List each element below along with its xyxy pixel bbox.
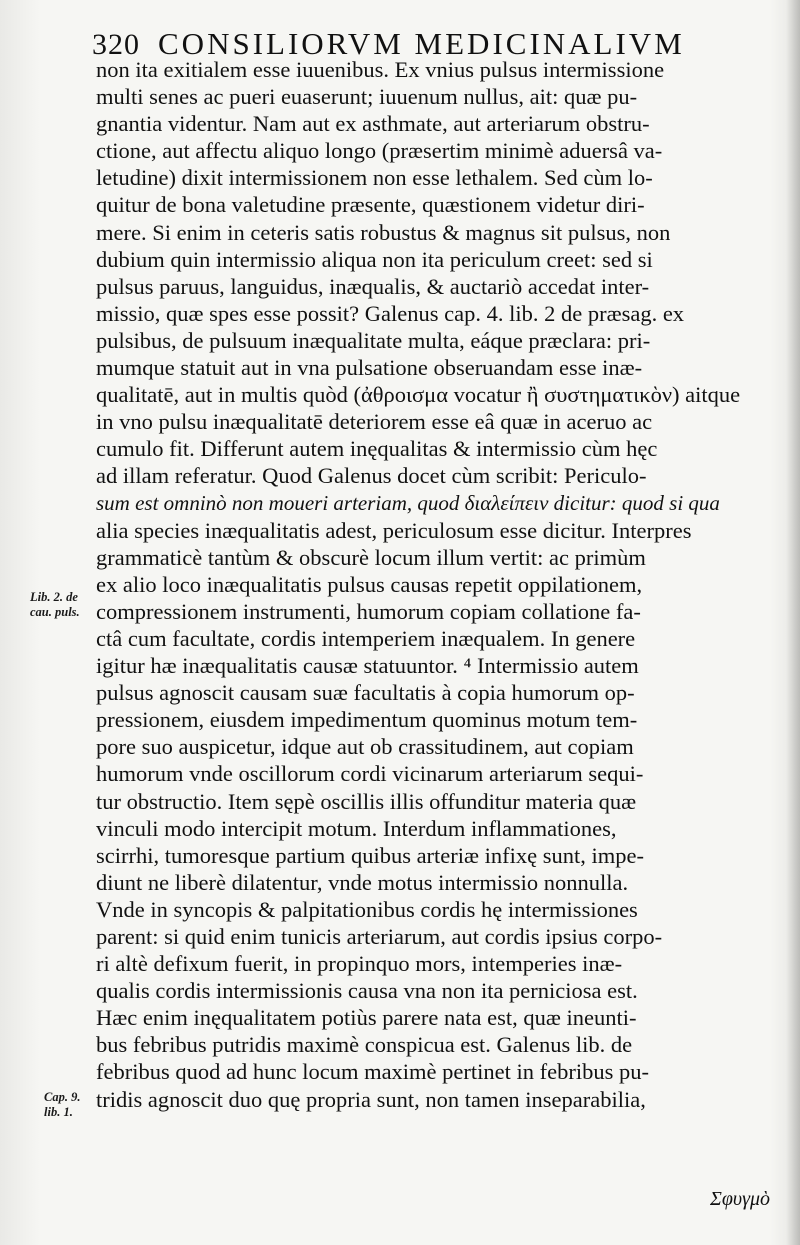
text-line: pulsibus, de pulsuum inæqualitate multa, eáque præclara: pri- xyxy=(96,327,651,353)
text-line: tur obstructio. Item sępè oscillis illis offunditur materia quæ xyxy=(96,788,637,814)
catchword: Σφυγμὸ xyxy=(709,1188,770,1210)
text-line: vinculi modo intercipit motum. Interdum inflammationes, xyxy=(96,815,617,841)
text-line: febribus quod ad hunc locum maximè pertinet in febribus pu- xyxy=(96,1059,649,1085)
text-line: ri altè defixum fuerit, in propinquo mors, intemperies inæ- xyxy=(96,951,623,977)
text-line: diunt ne liberè dilatentur, vnde motus intermissio nonnulla. xyxy=(96,869,629,895)
margin-note-line: Lib. 2. de xyxy=(30,590,78,604)
running-title: CONSILIORVM MEDICINALIVM xyxy=(158,26,685,61)
text-line: multi senes ac pueri euaserunt; iuuenum nullus, ait: quæ pu- xyxy=(96,84,638,110)
text-line: Vnde in syncopis & palpitationibus cordis hę intermissiones xyxy=(96,896,638,922)
text-line: mumque statuit aut in vna pulsatione obseruandam esse inæ- xyxy=(96,355,643,381)
text-line: pore suo auspicetur, idque aut ob crassitudinem, aut copiam xyxy=(96,734,634,760)
text-line: ctâ cum facultate, cordis intemperiem inæqualem. In genere xyxy=(96,625,636,651)
margin-note-lib2 xyxy=(30,590,80,620)
text-line: grammaticè tantùm & obscurè locum illum vertit: ac primùm xyxy=(96,544,646,570)
text-line: ex alio loco inæqualitatis pulsus causas repetit oppilationem, xyxy=(96,571,643,597)
text-line: non ita exitialem esse iuuenibus. Ex vnius pulsus intermissione xyxy=(96,57,665,82)
margin-note-cap9 xyxy=(44,1090,80,1120)
text-line: in vno pulsu inæqualitatē deteriorem esse eâ quæ in aceruo ac xyxy=(96,409,653,435)
margin-note-line: lib. 1. xyxy=(44,1105,73,1119)
text-line: cumulo fit. Differunt autem inęqualitas & intermissio cùm hęc xyxy=(96,436,658,462)
text-line: quitur de bona valetudine præsente, quæstionem videtur diri- xyxy=(96,192,645,218)
text-line: ad illam referatur. Quod Galenus docet cùm scribit: Periculo- xyxy=(96,463,647,489)
text-line: ctione, aut affectu aliquo longo (præsertim minimè aduersâ va- xyxy=(96,138,663,164)
text-line: letudine) dixit intermissionem non esse lethalem. Sed cùm lo- xyxy=(96,165,653,191)
text-line: tridis agnoscit duo quę propria sunt, non tamen inseparabilia, xyxy=(96,1086,646,1112)
text-line: dubium quin intermissio aliqua non ita periculum creet: sed si xyxy=(96,246,653,272)
text-line: mere. Si enim in ceteris satis robustus & magnus sit pulsus, non xyxy=(96,219,671,245)
text-line: pulsus agnoscit causam suæ facultatis à copia humorum op- xyxy=(96,680,635,706)
margin-note-line: Cap. 9. xyxy=(44,1090,81,1104)
text-line: parent: si quid enim tunicis arteriarum, aut cordis ipsius corpo- xyxy=(96,924,663,949)
text-line: pulsus paruus, languidus, inæqualis, & auctariò accedat inter- xyxy=(96,273,650,299)
page-edge-shadow xyxy=(786,0,800,1245)
text-line: sum est omninò non moueri arteriam, quod διαλείπειν dicitur: quod si qua xyxy=(96,490,720,515)
text-line: qualis cordis intermissionis causa vna non ita perniciosa est. xyxy=(96,978,638,1004)
text-line: alia species inæqualitatis adest, periculosum esse dicitur. Interpres xyxy=(96,517,692,543)
text-body xyxy=(96,56,772,1113)
text-line: compressionem instrumenti, humorum copiam collatione fa- xyxy=(96,598,641,624)
text-line: Hæc enim inęqualitatem potiùs parere nata est, quæ ineunti- xyxy=(96,1005,637,1031)
text-line: qualitatē, aut in multis quòd (ἀθροισμα vocatur ἢ συστηματικὸν) aitque xyxy=(96,382,741,408)
text-line: bus febribus putridis maximè conspicua est. Galenus lib. de xyxy=(96,1032,633,1058)
text-line: gnantia videntur. Nam aut ex asthmate, aut arteriarum obstru- xyxy=(96,111,650,137)
text-line: humorum vnde oscillorum cordi vicinarum arteriarum sequi- xyxy=(96,761,644,787)
text-line: missio, quæ spes esse possit? Galenus cap. 4. lib. 2 de præsag. ex xyxy=(96,300,685,326)
margin-note-line: cau. puls. xyxy=(30,605,80,619)
text-line: scirrhi, tumoresque partium quibus arteriæ infixę sunt, impe- xyxy=(96,842,645,868)
text-line: igitur hæ inæqualitatis causæ statuuntor. ⁴ Intermissio autem xyxy=(96,653,639,679)
text-line: pressionem, eiusdem impedimentum quominus motum tem- xyxy=(96,707,638,733)
page-number: 320 xyxy=(92,28,140,61)
